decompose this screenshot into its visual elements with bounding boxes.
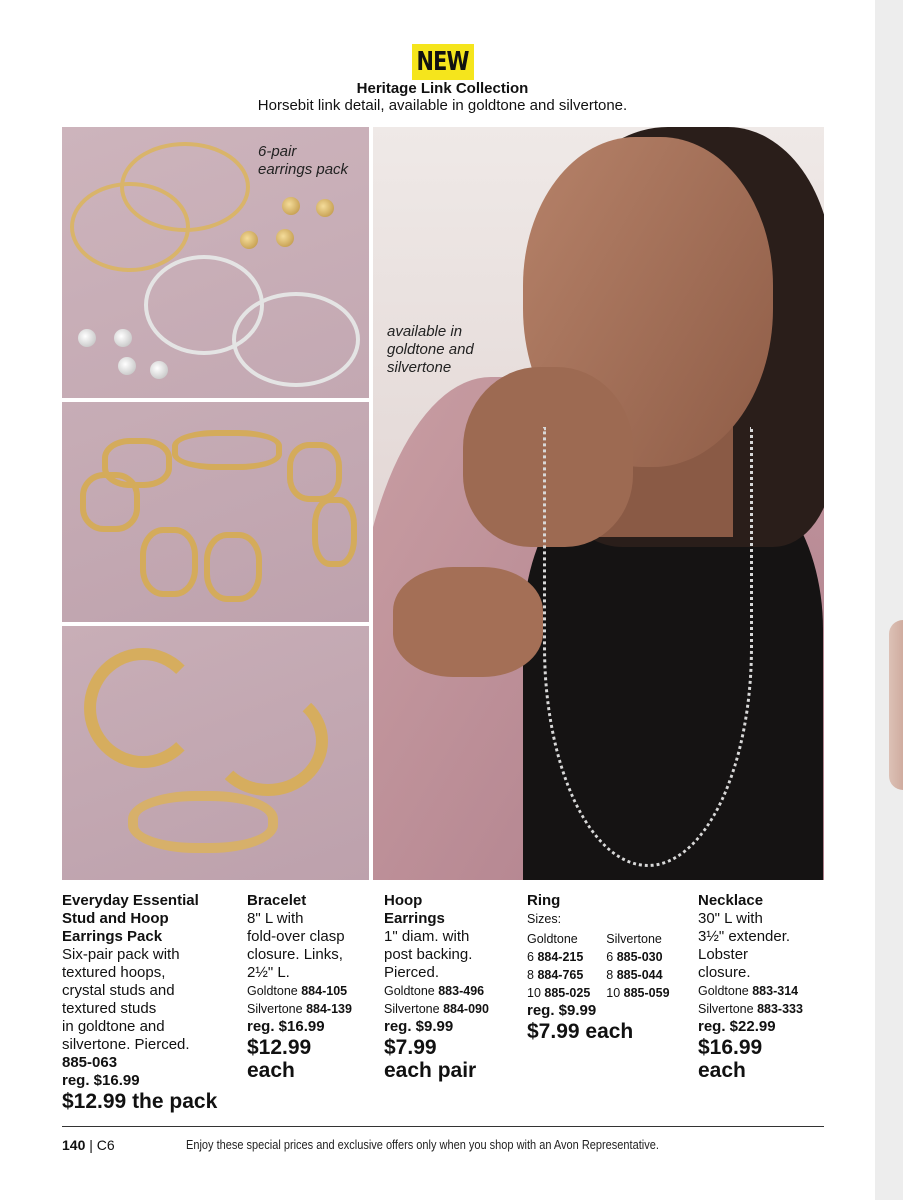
table-cell [606,966,669,984]
product-description: 30" L with [698,910,763,927]
silver-stud-icon [150,361,168,379]
new-badge [412,44,474,80]
caption-line: available in [387,323,463,340]
bracelet-link-icon [312,497,357,567]
table-row [527,966,670,984]
sizes-label: Sizes: [527,912,562,926]
product-sku: 883-314 [752,984,799,998]
table-cell [527,966,606,984]
gold-ring-icon [128,791,278,853]
product-description: crystal studs and [62,982,175,999]
table-header-row [527,930,670,948]
earrings-pack-caption [258,143,348,179]
product-name: Hoop [384,892,423,909]
table-row [527,948,670,966]
product-name: Necklace [698,892,764,909]
product-description: closure. Links, [247,946,343,963]
product-name: Stud and Hoop [62,910,169,927]
regular-price: reg. $16.99 [247,1018,325,1035]
collection-title: Heritage Link Collection [356,80,529,97]
product-name: Bracelet [247,892,307,909]
variant-label: Silvertone [247,1002,303,1016]
product-sku: 884-090 [443,1002,489,1016]
product-description: textured studs [62,1000,157,1017]
silver-stud-icon [118,357,136,375]
variant-label: Goldtone [384,984,435,998]
new-badge-label: NEW [416,47,470,77]
product-hoop-earrings [384,892,522,1082]
goldtone-sku-line [384,982,522,1000]
product-earrings-pack [62,892,242,1113]
ring-size: 6 [606,950,614,964]
product-description: 1" diam. with [384,928,470,945]
bracelet-link-icon [287,442,342,502]
product-sku: 885-044 [616,968,663,982]
product-description: 8" L with [247,910,304,927]
sale-price: $7.99 each [527,1020,634,1043]
product-description: 3½" extender. [698,928,791,945]
caption-line: silvertone [387,359,452,376]
regular-price: reg. $16.99 [62,1072,140,1089]
page-number-value: 140 [62,1137,86,1153]
caption-line: goldtone and [387,341,474,358]
silvertone-sku-line [698,1000,828,1018]
sale-price: $16.99 [698,1036,763,1059]
product-description: Six-pair pack with [62,946,180,963]
product-description: textured hoops, [62,964,166,981]
product-name: Everyday Essential [62,892,199,909]
sale-price: $12.99 [247,1036,312,1059]
product-ring [527,892,693,1043]
table-row [527,984,670,1002]
ring-size: 8 [527,968,534,982]
goldtone-sku-line [698,982,828,1000]
gold-stud-icon [316,199,334,217]
goldtone-sku-line [247,982,379,1000]
product-sku: 883-496 [438,984,485,998]
caption-line: earrings pack [258,161,349,178]
product-sku: 885-030 [616,950,663,964]
table-cell [606,948,669,966]
page-number [62,1137,115,1153]
product-description: 2½" L. [247,964,290,981]
ring-sizes-table [527,930,670,1002]
sale-price-unit: each [698,1059,746,1082]
product-name: Earrings [384,910,445,927]
adjacent-page-edge [875,0,903,1200]
product-description: Lobster [698,946,749,963]
product-description: Pierced. [384,964,440,981]
gold-link-hoop-icon [84,648,202,768]
silver-stud-icon [114,329,132,347]
sale-price: $7.99 [384,1036,437,1059]
caption-line: 6-pair [258,143,297,160]
column-header: Silvertone [606,932,662,946]
bracelet-link-icon [102,438,172,488]
product-sku: 885-059 [623,986,670,1000]
product-description: in goldtone and [62,1018,165,1035]
silver-hoop-large-icon [232,292,360,387]
gold-hoop-icon [70,182,190,272]
gold-stud-icon [282,197,300,215]
gold-link-hoop-icon [208,686,328,796]
table-cell [527,948,606,966]
sale-price-unit: each [247,1059,295,1082]
product-description: silvertone. Pierced. [62,1036,190,1053]
sale-price: $12.99 the pack [62,1090,218,1113]
horsebit-link-icon [140,527,198,597]
regular-price: reg. $9.99 [384,1018,454,1035]
product-description: fold-over clasp [247,928,345,945]
footer-disclaimer: Enjoy these special prices and exclusive offers only when you shop with an Avon Representative. [186,1138,659,1152]
product-sku: 884-139 [306,1002,352,1016]
section-code: C6 [96,1137,115,1153]
page-separator: | [89,1137,93,1153]
column-header: Goldtone [527,932,578,946]
ring-size: 10 [606,986,621,1000]
variant-label: Silvertone [698,1002,754,1016]
bracelet-link-icon [172,430,282,470]
regular-price: reg. $22.99 [698,1018,776,1035]
model-caption [387,323,474,377]
product-name: Ring [527,892,561,909]
product-sku: 885-025 [544,986,591,1000]
product-description: post backing. [384,946,473,963]
product-sku: 885-063 [62,1054,118,1071]
adjacent-page-image [889,620,903,790]
ring-size: 10 [527,986,541,1000]
footer-divider [62,1126,824,1127]
variant-label: Goldtone [698,984,749,998]
model-photo [373,127,824,880]
horsebit-link-icon [204,532,262,602]
wrist-shape [393,567,543,677]
collection-subtitle: Horsebit link detail, available in goldtone and silvertone. [257,97,628,114]
product-sku: 884-765 [537,968,584,982]
product-sku: 883-333 [757,1002,803,1016]
silvertone-sku-line [247,1000,379,1018]
necklace-chain-icon [543,427,753,867]
product-necklace [698,892,828,1082]
sale-price-unit: each pair [384,1059,477,1082]
product-description: closure. [698,964,751,981]
silvertone-sku-line [384,1000,522,1018]
gold-stud-icon [240,231,258,249]
product-name: Earrings Pack [62,928,163,945]
silver-stud-icon [78,329,96,347]
bracelet-photo [62,402,369,622]
product-sku: 884-215 [537,950,584,964]
ring-size: 8 [606,968,614,982]
product-bracelet [247,892,379,1082]
variant-label: Goldtone [247,984,298,998]
ring-size: 6 [527,950,534,964]
gold-stud-icon [276,229,294,247]
regular-price: reg. $9.99 [527,1002,597,1019]
table-cell [527,984,606,1002]
hoops-and-ring-photo [62,626,369,880]
product-sku: 884-105 [301,984,348,998]
table-cell [606,984,669,1002]
variant-label: Silvertone [384,1002,440,1016]
